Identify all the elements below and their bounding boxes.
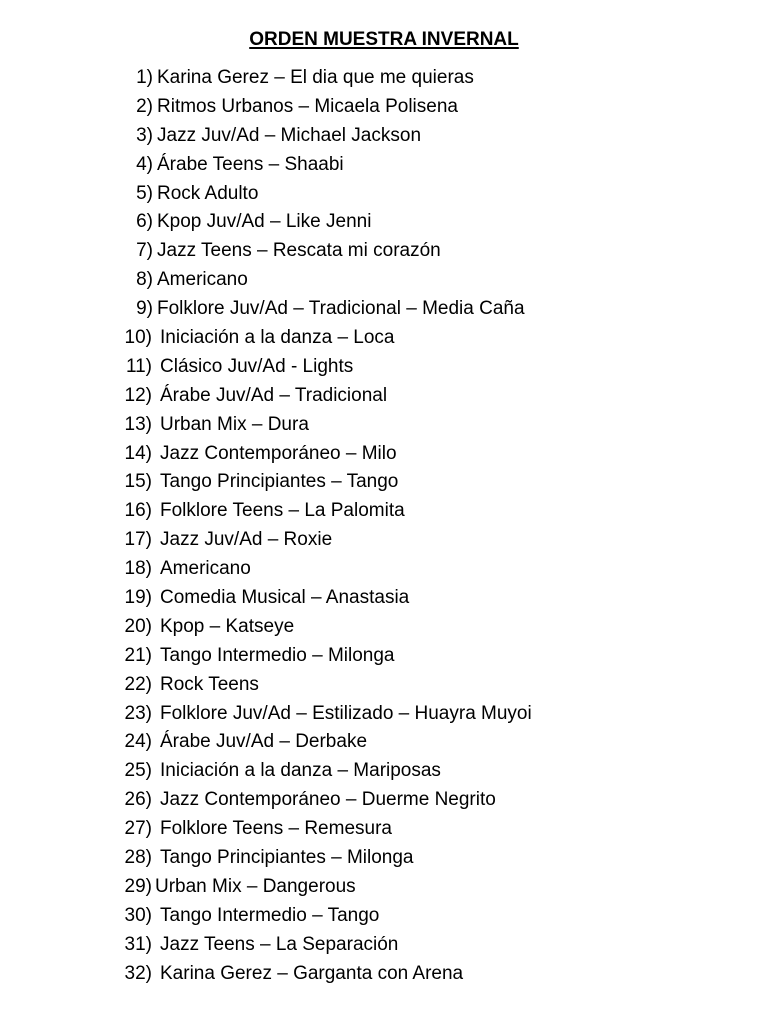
performance-order-list xyxy=(0,64,768,989)
item-text: Rock Teens xyxy=(160,673,259,695)
list-item xyxy=(0,440,768,469)
list-item xyxy=(0,411,768,440)
list-item xyxy=(0,844,768,873)
list-item xyxy=(0,151,768,180)
list-item xyxy=(0,353,768,382)
list-item xyxy=(0,497,768,526)
item-text: Karina Gerez – Garganta con Arena xyxy=(160,962,464,984)
list-item xyxy=(0,728,768,757)
list-item xyxy=(0,324,768,353)
item-number: 21) xyxy=(124,644,152,666)
item-number: 16) xyxy=(124,500,152,522)
item-number: 28) xyxy=(124,847,152,869)
item-text: Tango Intermedio – Milonga xyxy=(160,644,395,666)
item-text: Iniciación a la danza – Mariposas xyxy=(160,760,441,782)
item-text: Rock Adulto xyxy=(157,182,259,204)
item-text: Comedia Musical – Anastasia xyxy=(160,587,410,609)
item-number: 7) xyxy=(136,240,153,262)
item-number: 15) xyxy=(124,471,152,493)
item-text: Folklore Juv/Ad – Tradicional – Media Caña xyxy=(157,298,525,320)
item-text: Karina Gerez – El dia que me quieras xyxy=(157,67,474,88)
item-number: 18) xyxy=(124,558,152,580)
item-number: 9) xyxy=(136,298,153,320)
item-number: 12) xyxy=(124,384,152,406)
item-text: Iniciación a la danza – Loca xyxy=(160,327,395,349)
item-number: 2) xyxy=(136,95,153,117)
item-text: Folklore Teens – La Palomita xyxy=(160,500,405,522)
item-number: 30) xyxy=(124,904,152,926)
item-text: Folklore Teens – Remesura xyxy=(160,818,392,840)
item-number: 22) xyxy=(124,673,152,695)
list-item xyxy=(0,122,768,151)
list-item xyxy=(0,208,768,237)
item-number: 24) xyxy=(124,731,152,753)
list-item xyxy=(0,382,768,411)
list-item xyxy=(0,295,768,324)
page-title: ORDEN MUESTRA INVERNAL xyxy=(249,29,519,50)
list-item xyxy=(0,902,768,931)
item-number: 26) xyxy=(124,789,152,811)
item-number: 1) xyxy=(136,67,153,88)
item-number: 23) xyxy=(124,702,152,724)
item-text: Jazz Juv/Ad – Roxie xyxy=(160,529,333,551)
item-text: Americano xyxy=(157,269,248,291)
list-item xyxy=(0,180,768,209)
item-number: 8) xyxy=(136,269,153,291)
item-text: Clásico Juv/Ad - Lights xyxy=(160,355,354,377)
item-number: 5) xyxy=(136,182,153,204)
list-item xyxy=(0,613,768,642)
item-number: 11) xyxy=(125,355,152,377)
item-text: Árabe Teens – Shaabi xyxy=(157,153,344,175)
item-number: 20) xyxy=(124,615,152,637)
list-item xyxy=(0,873,768,902)
item-text: Árabe Juv/Ad – Derbake xyxy=(160,731,368,753)
item-text: Ritmos Urbanos – Micaela Polisena xyxy=(157,95,458,117)
item-number: 29) xyxy=(124,875,152,897)
item-number: 31) xyxy=(124,933,152,955)
list-item xyxy=(0,64,768,93)
item-number: 32) xyxy=(124,962,152,984)
item-number: 6) xyxy=(136,211,153,233)
item-number: 3) xyxy=(136,124,153,146)
list-item xyxy=(0,671,768,700)
item-number: 25) xyxy=(124,760,152,782)
list-item xyxy=(0,960,768,989)
item-text: Folklore Juv/Ad – Estilizado – Huayra Muyoi xyxy=(160,702,532,724)
list-item xyxy=(0,266,768,295)
item-text: Kpop Juv/Ad – Like Jenni xyxy=(157,211,372,233)
item-text: Jazz Contemporáneo – Duerme Negrito xyxy=(160,789,496,811)
item-text: Jazz Contemporáneo – Milo xyxy=(160,442,397,464)
item-text: Jazz Teens – Rescata mi corazón xyxy=(157,240,441,262)
item-text: Tango Principiantes – Tango xyxy=(160,471,399,493)
item-number: 19) xyxy=(124,587,152,609)
list-item xyxy=(0,786,768,815)
item-text: Kpop – Katseye xyxy=(160,615,295,637)
item-text: Tango Intermedio – Tango xyxy=(160,904,380,926)
list-item xyxy=(0,931,768,960)
item-text: Tango Principiantes – Milonga xyxy=(160,847,414,869)
item-number: 10) xyxy=(124,327,152,349)
item-text: Urban Mix – Dura xyxy=(160,413,309,435)
item-number: 13) xyxy=(124,413,152,435)
item-number: 4) xyxy=(136,153,153,175)
item-text: Americano xyxy=(160,558,251,580)
list-item xyxy=(0,584,768,613)
list-item xyxy=(0,237,768,266)
list-item xyxy=(0,642,768,671)
list-item xyxy=(0,757,768,786)
item-number: 17) xyxy=(124,529,152,551)
list-item xyxy=(0,815,768,844)
item-text: Jazz Teens – La Separación xyxy=(160,933,399,955)
item-text: Urban Mix – Dangerous xyxy=(155,875,356,897)
list-item xyxy=(0,555,768,584)
item-text: Árabe Juv/Ad – Tradicional xyxy=(160,384,388,406)
list-item xyxy=(0,468,768,497)
list-item xyxy=(0,526,768,555)
item-number: 27) xyxy=(124,818,152,840)
item-number: 14) xyxy=(124,442,152,464)
item-text: Jazz Juv/Ad – Michael Jackson xyxy=(157,124,422,146)
list-item xyxy=(0,700,768,729)
list-item xyxy=(0,93,768,122)
